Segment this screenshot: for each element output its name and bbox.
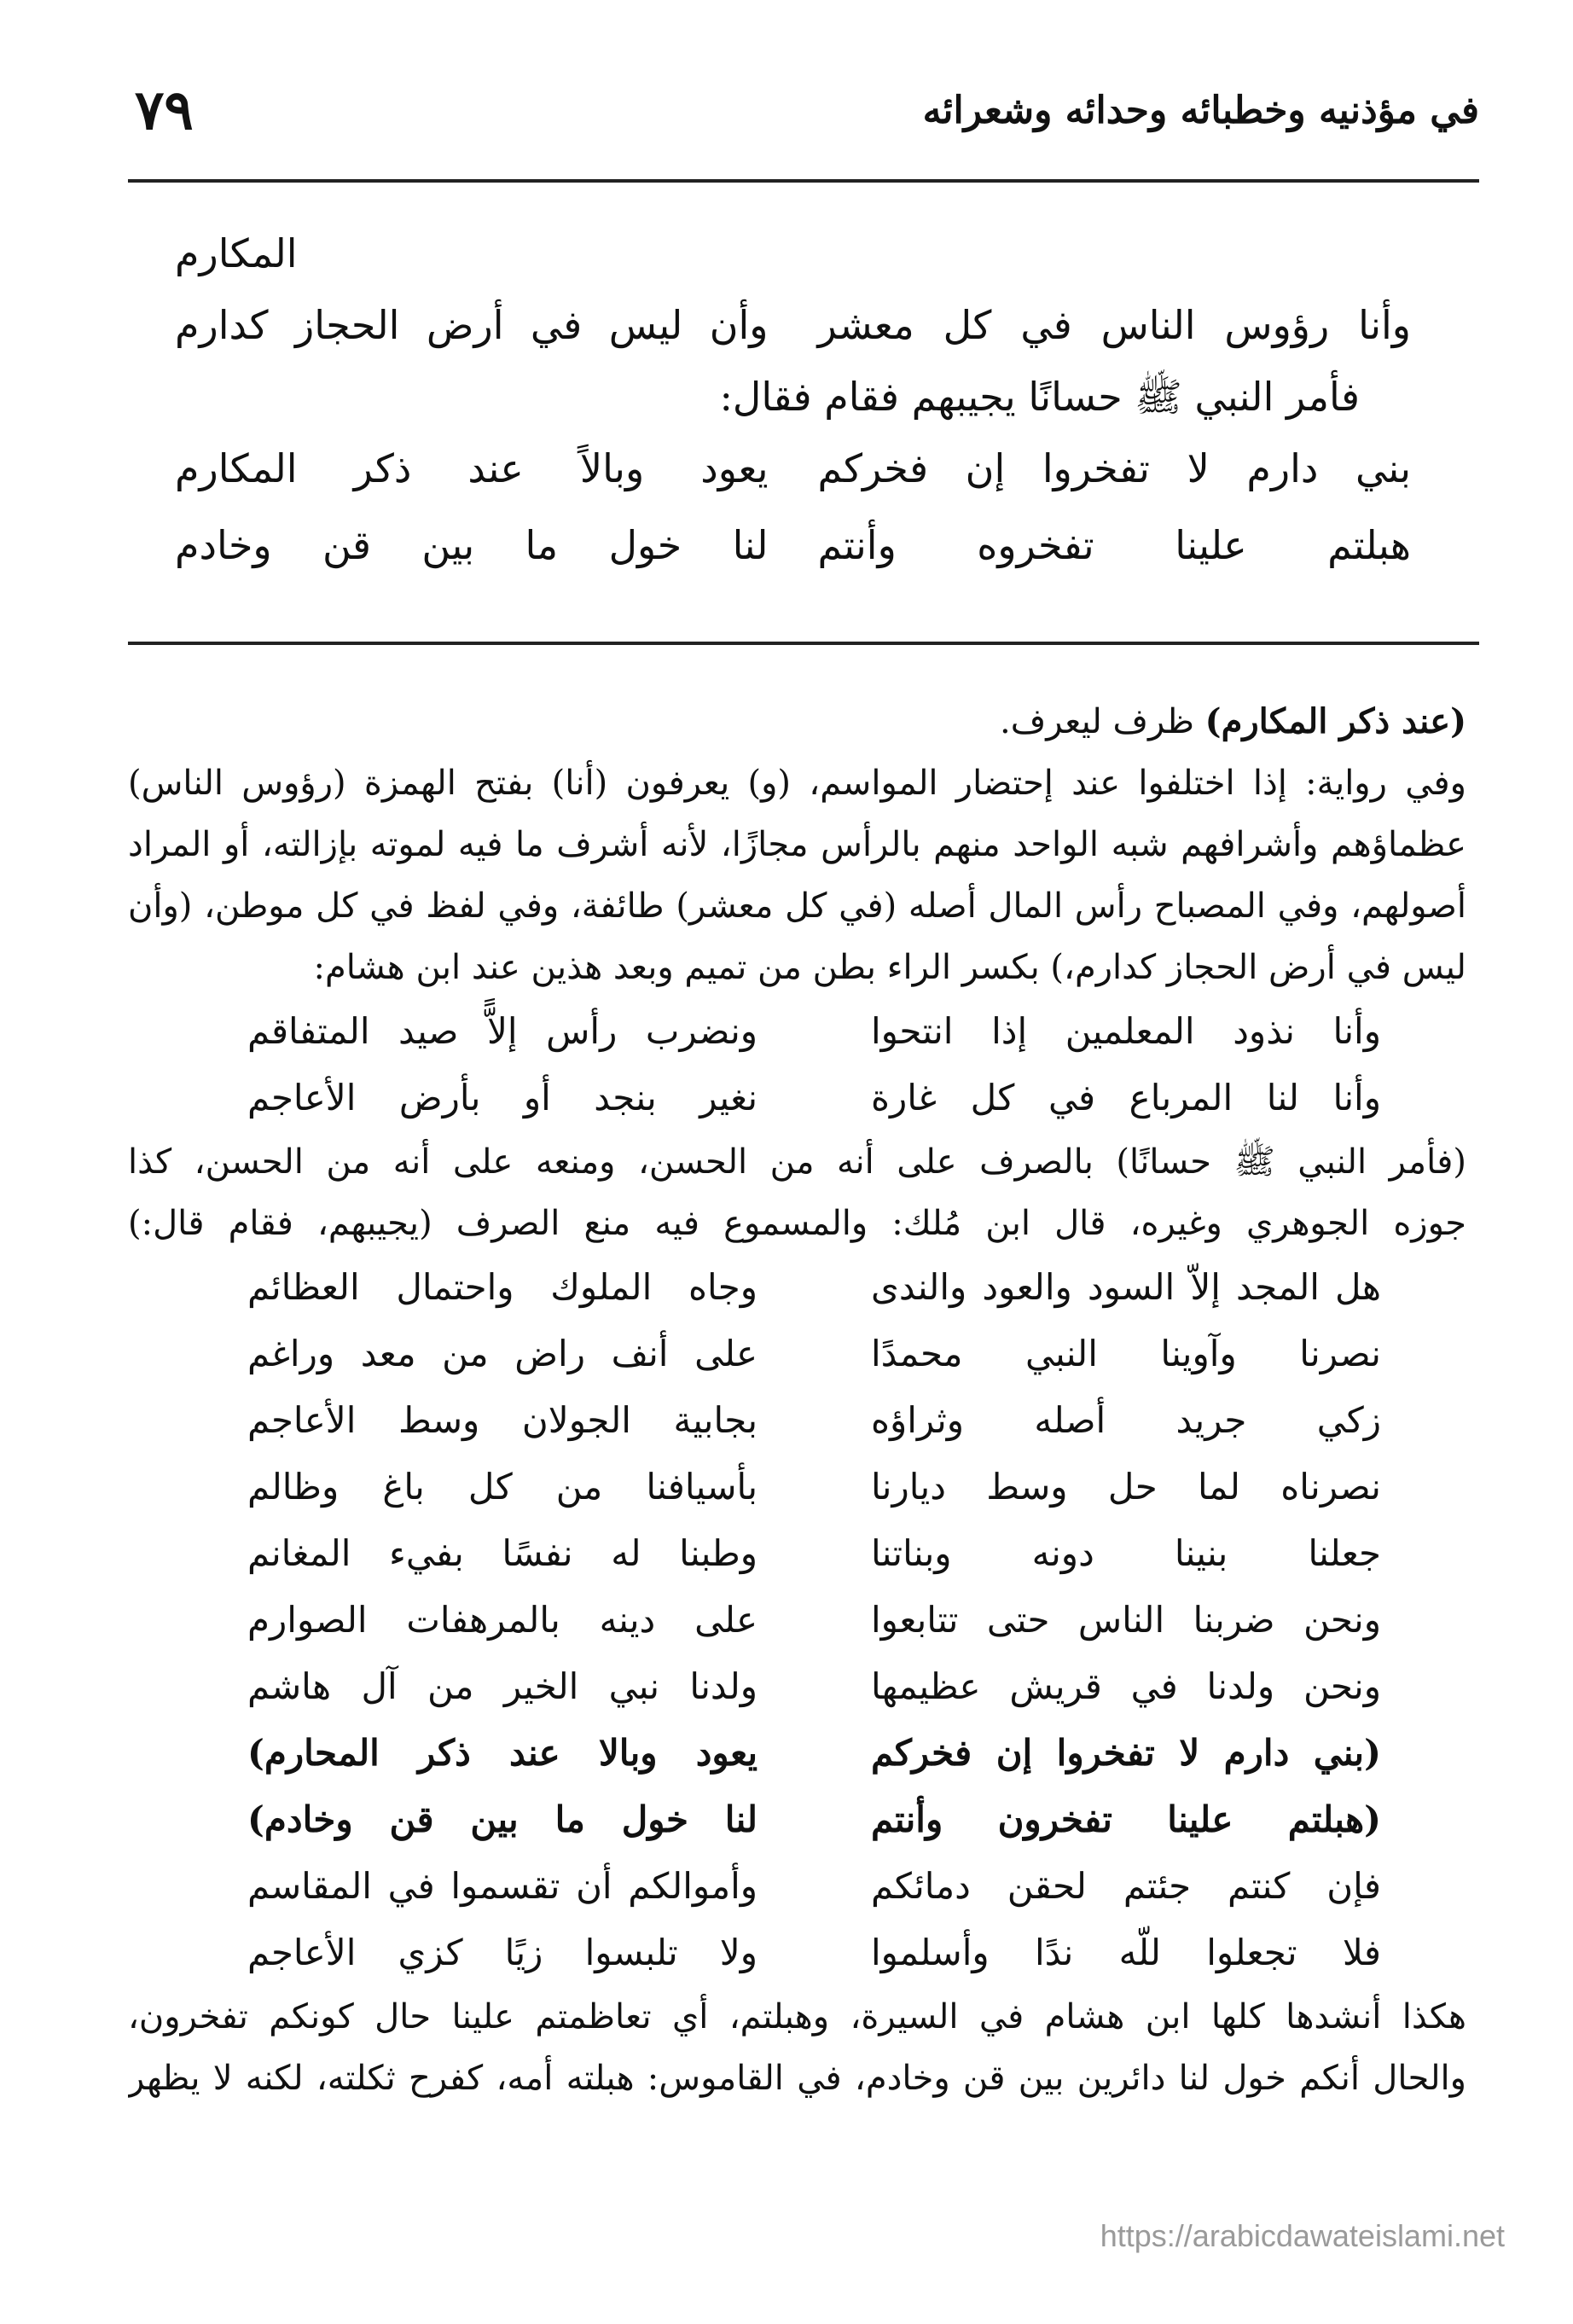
poem-verse [128, 998, 1466, 1065]
quote-top-word: المكارم [175, 230, 298, 276]
paragraph-line: أصولهم، وفي المصباح رأس المال أصله (في كل معشر) طائفة، وفي لفظ في كل موطن، (وأن [128, 886, 1466, 926]
verse-first-hemistich: جعلنا بنينا دونه وبناتنا [870, 1532, 1381, 1574]
quoted-poem-block [175, 220, 1411, 584]
verse-first-hemistich: (هبلتم علينا تفخرون وأنتم [870, 1798, 1381, 1840]
verse-second-hemistich: نغير بنجد أو بأرض الأعاجم [247, 1077, 758, 1118]
verse-second-hemistich: وجاه الملوك واحتمال العظائم [247, 1266, 758, 1308]
commentary-heading-rest: ظرف ليعرف. [1000, 702, 1205, 741]
verse-second-hemistich: لنا خول ما بين قن وخادم [175, 522, 769, 568]
commentary-text [128, 691, 1466, 2109]
poem-verse [128, 1454, 1466, 1520]
verse-second-hemistich: ولا تلبسوا زيًا كزي الأعاجم [247, 1932, 758, 1973]
poem-verse [128, 1853, 1466, 1920]
commentary-heading-bold: (عند ذكر المكارم) [1204, 701, 1466, 741]
header-rule [128, 179, 1479, 183]
quote-verse [175, 507, 1411, 584]
poem-verse [128, 1587, 1466, 1653]
paragraph-line: عظماؤهم وأشرافهم شبه الواحد منهم بالرأس مجازًا، لأنه أشرف ما فيه لموته بإزالته، أو المراد [128, 825, 1466, 864]
verse-second-hemistich: يعود وبالا عند ذكر المحارم) [247, 1732, 758, 1774]
section-rule [128, 642, 1479, 645]
verse-first-hemistich: وأنا لنا المرباع في كل غارة [870, 1077, 1381, 1118]
verse-second-hemistich: يعود وبالاً عند ذكر المكارم [175, 445, 769, 491]
verse-first-hemistich: ونحن ولدنا في قريش عظيمها [870, 1665, 1381, 1707]
verse-second-hemistich: وأموالكم أن تقسموا في المقاسم [247, 1865, 758, 1907]
paragraph-line: جوزه الجوهري وغيره، قال ابن مُلك: والمسموع فيه منع الصرف (يجيبهم، فقام قال:) [128, 1204, 1466, 1243]
verse-first-hemistich: وأنا نذود المعلمين إذا انتحوا [870, 1010, 1381, 1052]
source-watermark: https://arabicdawateislami.net [1100, 2218, 1505, 2253]
verse-first-hemistich: هل المجد إلاّ السود والعود والندى [870, 1266, 1381, 1308]
paragraph-line: ليس في أرض الحجاز كدارم،) بكسر الراء بطن من تميم وبعد هذين عند ابن هشام: [313, 948, 1466, 987]
poem-verse-bold [128, 1787, 1466, 1853]
verse-second-hemistich: وطبنا له نفسًا بفيء المغانم [247, 1532, 758, 1574]
poem-verse [128, 1387, 1466, 1454]
running-title: في مؤذنيه وخطبائه وحدائه وشعرائه [922, 89, 1479, 132]
paragraph-line: (فأمر النبي ﷺ حسانًا) بالصرف على أنه من الحسن، ومنعه على أنه من الحسن، كذا [128, 1142, 1466, 1182]
verse-first-hemistich: هبلتم علينا تفخروه وأنتم [817, 522, 1411, 568]
paragraph-line: والحال أنكم خول لنا دائرين بين قن وخادم، في القاموس: هبلته أمه، كفرح ثكلته، لكنه لا يظهر [128, 2059, 1466, 2098]
poem-verse [128, 1065, 1466, 1131]
verse-first-hemistich: فإن كنتم جئتم لحقن دمائكم [870, 1865, 1381, 1907]
paragraph-line: وفي رواية: إذا اختلفوا عند إحتضار المواسم، (و) يعرفون (أنا) بفتح الهمزة (رؤوس الناس) [128, 764, 1466, 803]
commentary-heading [128, 691, 1466, 752]
verse-second-hemistich: ولدنا نبي الخير من آل هاشم [247, 1665, 758, 1707]
quote-verse [175, 430, 1411, 507]
verse-first-hemistich: نصرنا وآوينا النبي محمدًا [870, 1333, 1381, 1374]
poem-verse [128, 1520, 1466, 1587]
verse-second-hemistich: بأسيافنا من كل باغ وظالم [247, 1466, 758, 1508]
poem-verse-bold [128, 1720, 1466, 1787]
verse-first-hemistich: بني دارم لا تفخروا إن فخركم [817, 445, 1411, 491]
paragraph-line: هكذا أنشدها كلها ابن هشام في السيرة، وهبلتم، أي تعاظمتم علينا حال كونكم تفخرون، [128, 1997, 1466, 2036]
verse-second-hemistich: على أنف راض من معد وراغم [247, 1333, 758, 1374]
verse-first-hemistich: (بني دارم لا تفخروا إن فخركم [870, 1732, 1381, 1774]
verse-second-hemistich: وأن ليس في أرض الحجاز كدارم [175, 302, 769, 348]
verse-first-hemistich: نصرناه لما حل وسط ديارنا [870, 1466, 1381, 1508]
page-header [128, 78, 1479, 155]
page-number: ٧٩ [135, 78, 194, 142]
quote-prose-line: فأمر النبي ﷺ حسانًا يجيبهم فقام فقال: [719, 374, 1360, 420]
verse-second-hemistich: على دينه بالمرهفات الصوارم [247, 1599, 758, 1641]
verse-first-hemistich: وأنا رؤوس الناس في كل معشر [817, 302, 1411, 348]
poem-verse [128, 1254, 1466, 1321]
poem-verse [128, 1920, 1466, 1986]
verse-second-hemistich: لنا خول ما بين قن وخادم) [247, 1798, 758, 1840]
verse-first-hemistich: فلا تجعلوا للّه ندًا وأسلموا [870, 1932, 1381, 1973]
verse-first-hemistich: ونحن ضربنا الناس حتى تتابعوا [870, 1599, 1381, 1641]
poem-verse [128, 1321, 1466, 1387]
verse-second-hemistich: ونضرب رأس إلاًّ صيد المتفاقم [247, 1010, 758, 1052]
verse-second-hemistich: بجابية الجولان وسط الأعاجم [247, 1399, 758, 1441]
poem-verse [128, 1653, 1466, 1720]
verse-first-hemistich: زكي جريد أصله وثراؤه [870, 1399, 1381, 1441]
quote-verse [175, 287, 1411, 363]
